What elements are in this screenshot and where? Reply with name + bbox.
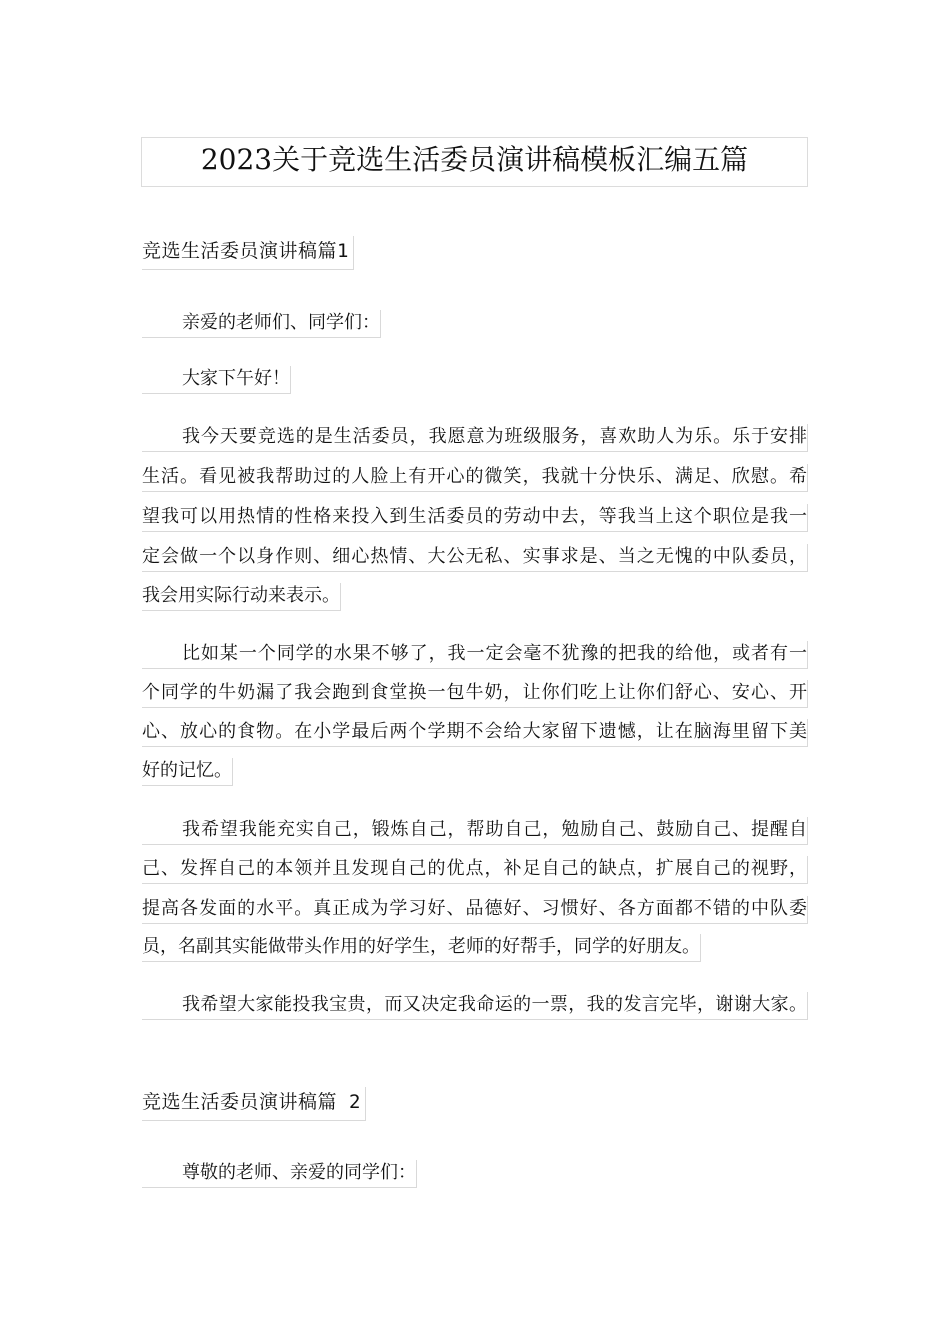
greeting-line: 亲爱的老师们、同学们： — [142, 310, 381, 338]
paragraph-2-line: 比如某一个同学的水果不够了，我一定会毫不犹豫的把我的给他，或者有一 — [142, 641, 808, 669]
paragraph-3-line: 我希望我能充实自己，锻炼自己，帮助自己，勉励自己、鼓励自己、提醒自 — [142, 817, 808, 845]
paragraph-1-line: 定会做一个以身作则、细心热情、大公无私、实事求是、当之无愧的中队委员， — [142, 544, 808, 572]
section-heading-1: 竞选生活委员演讲稿篇1 — [142, 236, 354, 270]
paragraph-2-line: 好的记忆。 — [142, 758, 233, 786]
paragraph-1-line: 我今天要竞选的是生活委员，我愿意为班级服务，喜欢助人为乐。乐于安排 — [142, 424, 808, 452]
paragraph-2-line: 个同学的牛奶漏了我会跑到食堂换一包牛奶，让你们吃上让你们舒心、安心、开 — [142, 680, 808, 708]
paragraph-3-line: 员，名副其实能做带头作用的好学生，老师的好帮手，同学的好朋友。 — [142, 934, 701, 962]
document-title: 2023关于竞选生活委员演讲稿模板汇编五篇 — [141, 137, 808, 187]
greeting-line-2: 尊敬的老师、亲爱的同学们： — [142, 1160, 417, 1188]
paragraph-1-line: 望我可以用热情的性格来投入到生活委员的劳动中去，等我当上这个职位是我一 — [142, 504, 808, 532]
section-heading-2: 竞选生活委员演讲稿篇 2 — [142, 1087, 366, 1121]
paragraph-4-line: 我希望大家能投我宝贵，而又决定我命运的一票，我的发言完毕，谢谢大家。 — [142, 992, 808, 1020]
paragraph-3-line: 己、发挥自己的本领并且发现自己的优点，补足自己的缺点，扩展自己的视野， — [142, 856, 808, 884]
paragraph-1-line: 生活。看见被我帮助过的人脸上有开心的微笑，我就十分快乐、满足、欣慰。希 — [142, 464, 808, 492]
paragraph-1-line: 我会用实际行动来表示。 — [142, 583, 341, 611]
paragraph-3-line: 提高各发面的水平。真正成为学习好、品德好、习惯好、各方面都不错的中队委 — [142, 896, 808, 924]
paragraph-2-line: 心、放心的食物。在小学最后两个学期不会给大家留下遗憾，让在脑海里留下美 — [142, 719, 808, 747]
salute-line: 大家下午好！ — [142, 366, 291, 394]
